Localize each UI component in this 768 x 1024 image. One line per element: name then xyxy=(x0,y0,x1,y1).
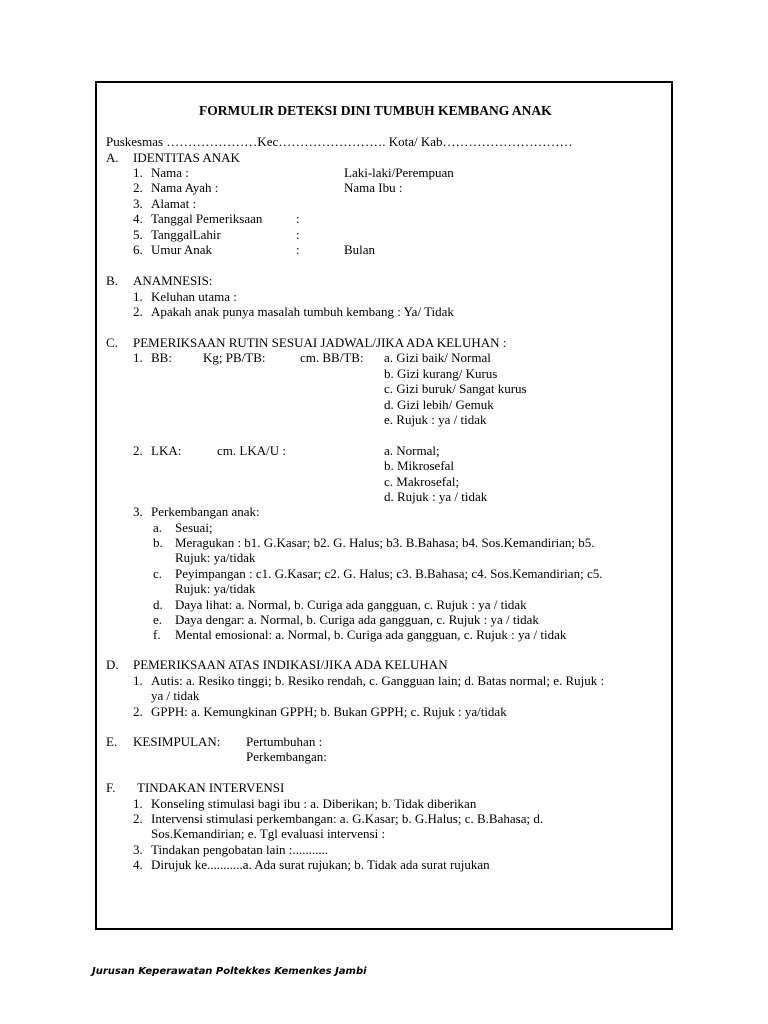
section-f-letter: F. xyxy=(106,780,116,795)
dev-item-text: Mental emosional: a. Normal, b. Curiga ada gangguan, c. Rujuk : ya / tidak xyxy=(175,627,567,642)
dev-item-text: Daya lihat: a. Normal, b. Curiga ada gangguan, c. Rujuk : ya / tidak xyxy=(175,597,527,612)
a-item-colon: : xyxy=(296,211,300,226)
d-item-text: GPPH: a. Kemungkinan GPPH; b. Bukan GPPH; c. Rujuk : ya/tidak xyxy=(151,704,507,719)
f-item-num: 2. xyxy=(133,811,143,826)
dev-item-text: Rujuk: ya/tidak xyxy=(175,581,256,596)
section-f-heading: TINDAKAN INTERVENSI xyxy=(137,780,285,795)
lka-option: d. Rujuk : ya / tidak xyxy=(384,489,488,504)
bb-option: a. Gizi baik/ Normal xyxy=(384,350,491,365)
bb-option: b. Gizi kurang/ Kurus xyxy=(384,366,498,381)
dev-item-text: Sesuai; xyxy=(175,520,213,535)
section-e-heading: KESIMPULAN: xyxy=(133,734,221,749)
dev-item-text: Meragukan : b1. G.Kasar; b2. G. Halus; b3. B.Bahasa; b4. Sos.Kemandirian; b5. xyxy=(175,535,595,550)
a-item-num: 3. xyxy=(133,196,143,211)
e-item: Pertumbuhan : xyxy=(246,734,323,749)
bb-option: c. Gizi buruk/ Sangat kurus xyxy=(384,381,527,396)
lka-option: a. Normal; xyxy=(384,443,440,458)
a-item-num: 4. xyxy=(133,211,143,226)
d-item-text: ya / tidak xyxy=(151,688,200,703)
b-item-label: Keluhan utama : xyxy=(151,289,237,304)
lka-unit: cm. LKA/U : xyxy=(217,443,286,458)
bb-option: e. Rujuk : ya / tidak xyxy=(384,412,487,427)
section-e-letter: E. xyxy=(106,734,118,749)
dev-label: Perkembangan anak: xyxy=(151,504,260,519)
f-item-text: Tindakan pengobatan lain :........... xyxy=(151,842,329,857)
b-item-num: 2. xyxy=(133,304,143,319)
f-item-num: 3. xyxy=(133,842,143,857)
a-item-num: 2. xyxy=(133,180,143,195)
lka-option: c. Makrosefal; xyxy=(384,474,460,489)
bb-label: BB: xyxy=(151,350,172,365)
d-item-num: 1. xyxy=(133,673,143,688)
lka-num: 2. xyxy=(133,443,143,458)
a-item-num: 1. xyxy=(133,165,143,180)
bb-num: 1. xyxy=(133,350,143,365)
dev-item-letter: b. xyxy=(153,535,163,550)
a-item-label: TanggalLahir xyxy=(151,227,221,242)
a-item-label: Alamat : xyxy=(151,196,197,211)
a-item-label: Umur Anak xyxy=(151,242,213,257)
dev-item-text: Rujuk: ya/tidak xyxy=(175,550,256,565)
section-d-letter: D. xyxy=(106,657,119,672)
a-item-right: Laki-laki/Perempuan xyxy=(344,165,454,180)
section-a-letter: A. xyxy=(106,150,119,165)
section-c-heading: PEMERIKSAAN RUTIN SESUAI JADWAL/JIKA ADA KELUHAN : xyxy=(133,335,507,350)
section-c-letter: C. xyxy=(106,335,118,350)
dev-item-text: Peyimpangan : c1. G.Kasar; c2. G. Halus; c3. B.Bahasa; c4. Sos.Kemandirian; c5. xyxy=(175,566,603,581)
form-title: FORMULIR DETEKSI DINI TUMBUH KEMBANG ANAK xyxy=(199,103,552,118)
f-item-text: Sos.Kemandirian; e. Tgl evaluasi intervensi : xyxy=(151,826,386,841)
bb-unit-cm: cm. BB/TB: xyxy=(300,350,364,365)
a-item-num: 6. xyxy=(133,242,143,257)
d-item-num: 2. xyxy=(133,704,143,719)
dev-num: 3. xyxy=(133,504,143,519)
a-item-colon: : xyxy=(296,242,300,257)
section-b-heading: ANAMNESIS: xyxy=(133,273,213,288)
dev-item-letter: c. xyxy=(153,566,163,581)
f-item-text: Konseling stimulasi bagi ibu : a. Diberikan; b. Tidak diberikan xyxy=(151,796,477,811)
dev-item-letter: a. xyxy=(153,520,163,535)
a-item-colon: : xyxy=(296,227,300,242)
section-b-letter: B. xyxy=(106,273,118,288)
section-d-heading: PEMERIKSAAN ATAS INDIKASI/JIKA ADA KELUHAN xyxy=(133,657,448,672)
bb-unit-kg: Kg; PB/TB: xyxy=(203,350,266,365)
e-item: Perkembangan: xyxy=(246,749,327,764)
a-item-label: Nama : xyxy=(151,165,189,180)
a-item-num: 5. xyxy=(133,227,143,242)
section-a-heading: IDENTITAS ANAK xyxy=(133,150,240,165)
b-item-label: Apakah anak punya masalah tumbuh kembang : Ya/ Tidak xyxy=(151,304,454,319)
f-item-text: Dirujuk ke...........a. Ada surat rujukan; b. Tidak ada surat rujukan xyxy=(151,857,490,872)
dev-item-text: Daya dengar: a. Normal, b. Curiga ada gangguan, c. Rujuk : ya / tidak xyxy=(175,612,539,627)
f-item-num: 4. xyxy=(133,857,143,872)
dev-item-letter: f. xyxy=(153,627,161,642)
f-item-text: Intervensi stimulasi perkembangan: a. G.Kasar; b. G.Halus; c. B.Bahasa; d. xyxy=(151,811,544,826)
puskesmas-line: Puskesmas …………………Kec……………………. Kota/ Kab………………………… xyxy=(106,134,573,149)
a-item-label: Tanggal Pemeriksaan xyxy=(151,211,263,226)
dev-item-letter: d. xyxy=(153,597,163,612)
page-footer: Jurusan Keperawatan Poltekkes Kemenkes Jambi xyxy=(92,966,367,977)
b-item-num: 1. xyxy=(133,289,143,304)
f-item-num: 1. xyxy=(133,796,143,811)
a-item-label: Nama Ayah : xyxy=(151,180,219,195)
lka-label: LKA: xyxy=(151,443,182,458)
a-item-right: Bulan xyxy=(344,242,376,257)
lka-option: b. Mikrosefal xyxy=(384,458,455,473)
a-item-right: Nama Ibu : xyxy=(344,180,403,195)
dev-item-letter: e. xyxy=(153,612,163,627)
bb-option: d. Gizi lebih/ Gemuk xyxy=(384,397,494,412)
d-item-text: Autis: a. Resiko tinggi; b. Resiko rendah, c. Gangguan lain; d. Batas normal; e. Rujuk : xyxy=(151,673,605,688)
